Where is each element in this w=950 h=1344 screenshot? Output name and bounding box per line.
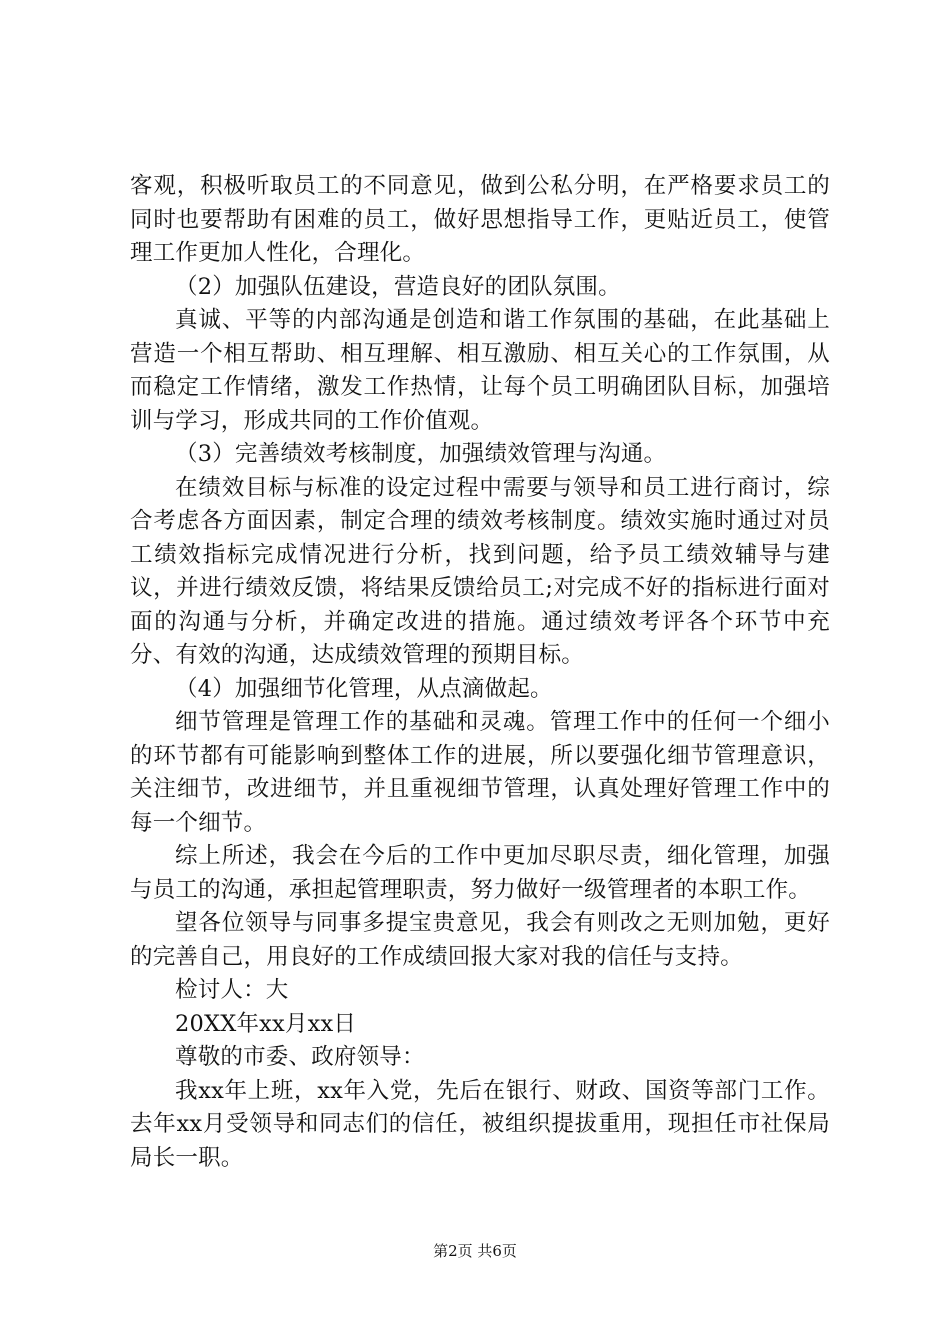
section-heading-2: （2）加强队伍建设，营造良好的团队氛围。 <box>175 273 621 300</box>
salutation: 尊敬的市委、政府领导： <box>175 1044 425 1070</box>
section-heading-4: （4）加强细节化管理，从点滴做起。 <box>175 675 553 702</box>
paragraph-closing: 望各位领导与同事多提宝贵意见，我会有则改之无则加勉，更好的完善自己，用良好的工作成绩回报大家对我的信任与支持。 <box>130 910 830 970</box>
paragraph-1: 客观，积极听取员工的不同意见，做到公私分明，在严格要求员工的同时也要帮助有困难的员工，做好思想指导工作，更贴近员工，使管理工作更加人性化，合理化。 <box>130 173 830 266</box>
date-line: 20XX年xx月xx日 <box>175 1010 357 1037</box>
section-heading-3: （3）完善绩效考核制度，加强绩效管理与沟通。 <box>175 441 667 467</box>
paragraph-new-letter: 我xx年上班，xx年入党，先后在银行、财政、国资等部门工作。去年xx月受领导和同志们的信任，被组织提拔重用，现担任市社保局局长一职。 <box>130 1077 830 1171</box>
page-number-footer: 第2页 共6页 <box>433 1242 517 1260</box>
paragraph-2: 真诚、平等的内部沟通是创造和谐工作氛围的基础，在此基础上营造一个相互帮助、相互理解、相互激励、相互关心的工作氛围，从而稳定工作情绪，激发工作热情，让每个员工明确团队目标，加强培训与学习，形成共同的工作价值观。 <box>130 307 830 434</box>
paragraph-4: 细节管理是管理工作的基础和灵魂。管理工作中的任何一个细小的环节都有可能影响到整体工作的进展，所以要强化细节管理意识，关注细节，改进细节，并且重视细节管理，认真处理好管理工作中的每一个细节。 <box>130 709 830 836</box>
document-body <box>130 170 830 1175</box>
paragraph-summary: 综上所述，我会在今后的工作中更加尽职尽责，细化管理，加强与员工的沟通，承担起管理职责，努力做好一级管理者的本职工作。 <box>130 843 830 903</box>
paragraph-3: 在绩效目标与标准的设定过程中需要与领导和员工进行商讨，综合考虑各方面因素，制定合理的绩效考核制度。绩效实施时通过对员工绩效指标完成情况进行分析，找到问题，给予员工绩效辅导与建议，并进行绩效反馈，将结果反馈给员工;对完成不好的指标进行面对面的沟通与分析，并确定改进的措施。通过绩效考评各个环节中充分、有效的沟通，达成绩效管理的预期目标。 <box>130 474 830 668</box>
signature-line: 检讨人：大 <box>175 977 289 1003</box>
